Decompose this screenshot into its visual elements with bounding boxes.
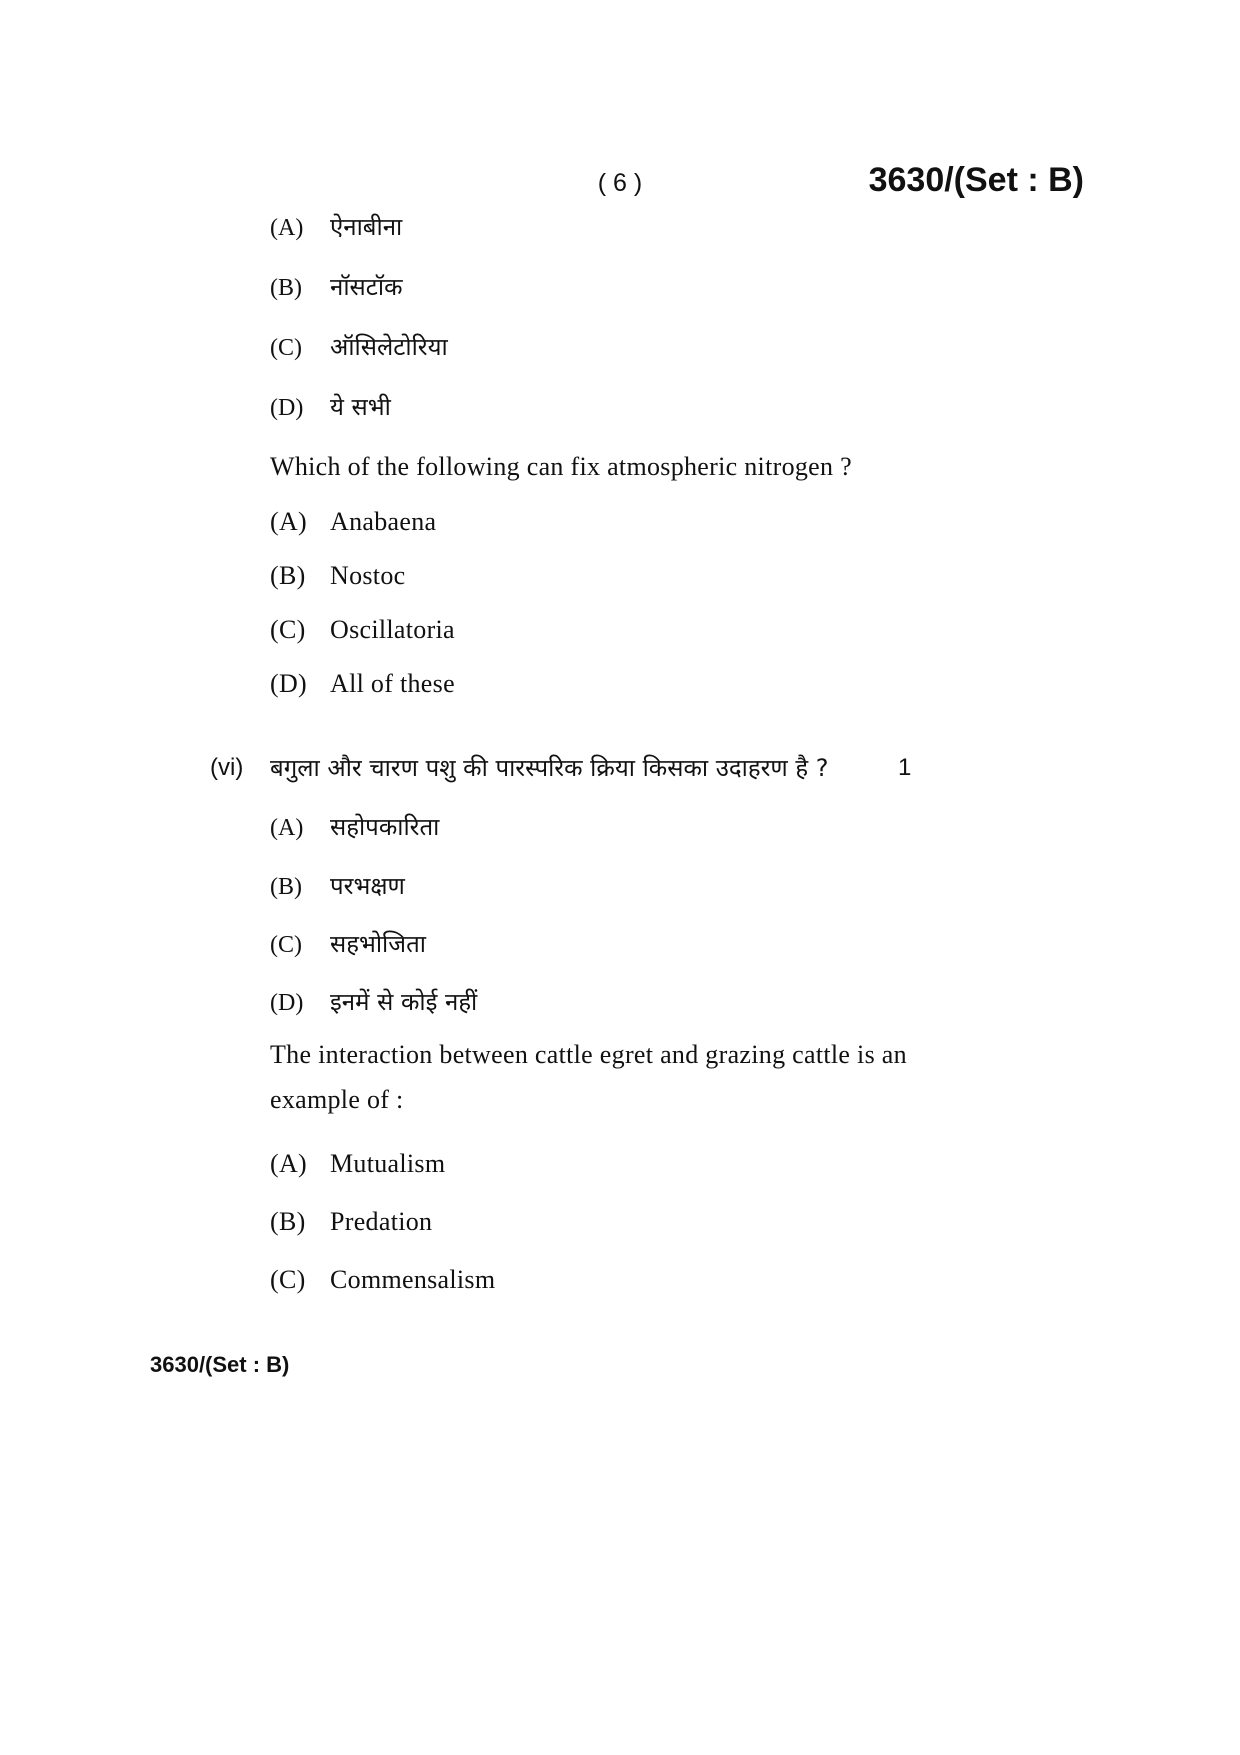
- prev-english-option-d: (D) All of these: [270, 669, 455, 698]
- qvi-english-option-c: (C) Commensalism: [270, 1265, 496, 1294]
- qvi-hindi-option-b: (B) परभक्षण: [270, 872, 405, 900]
- qvi-hindi-option-a: (A) सहोपकारिता: [270, 813, 440, 841]
- prev-hindi-option-d: (D) ये सभी: [270, 393, 391, 421]
- set-code-footer: 3630/(Set : B): [150, 1352, 290, 1377]
- question-marks: 1: [898, 754, 912, 781]
- qvi-english-option-b: (B) Predation: [270, 1207, 433, 1236]
- prev-english-question: Which of the following can fix atmospheric nitrogen ?: [270, 452, 852, 481]
- qvi-english-option-a: (A) Mutualism: [270, 1149, 446, 1178]
- set-code-header: 3630/(Set : B): [868, 161, 1084, 199]
- qvi-hindi-option-c: (C) सहभोजिता: [270, 930, 426, 958]
- qvi-english-question: The interaction between cattle egret and grazing cattle is an example of :: [270, 1040, 907, 1114]
- qvi-hindi-option-d: (D) इनमें से कोई नहीं: [270, 988, 478, 1016]
- prev-hindi-option-a: (A) ऐनाबीना: [270, 213, 403, 241]
- prev-english-option-a: (A) Anabaena: [270, 507, 437, 536]
- question-number: (vi): [210, 754, 244, 781]
- prev-hindi-option-c: (C) ऑसिलेटोरिया: [270, 333, 448, 361]
- prev-english-option-c: (C) Oscillatoria: [270, 615, 455, 644]
- page-number: ( 6 ): [597, 169, 643, 197]
- prev-hindi-option-b: (B) नॉसटॉक: [270, 273, 403, 301]
- qvi-hindi-question: बगुला और चारण पशु की पारस्परिक क्रिया किसका उदाहरण है ?: [270, 754, 829, 782]
- prev-english-option-b: (B) Nostoc: [270, 561, 406, 590]
